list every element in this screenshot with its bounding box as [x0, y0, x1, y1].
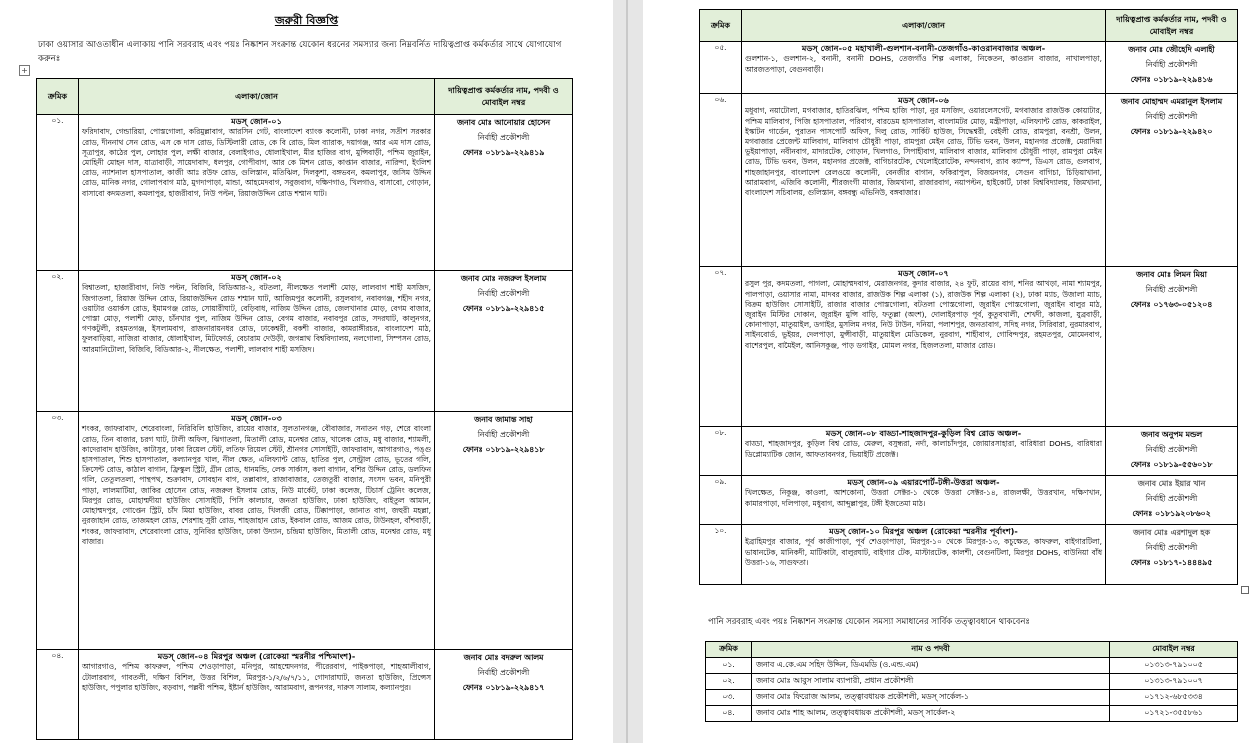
row-area-cell	[742, 267, 1106, 427]
supervisor-serial: ০৪.	[706, 706, 752, 722]
header-mobile: মোবাইল নম্বর	[1110, 642, 1238, 658]
table-move-handle-icon[interactable]: +	[19, 65, 30, 76]
contact-table-left	[36, 78, 573, 740]
supervisor-table	[705, 641, 1238, 722]
officer-phone: ফোনঃ ০১৮১৯-২২৯৪২০	[1130, 126, 1213, 136]
row-area-cell	[79, 650, 435, 740]
officer-designation: নির্বাহী প্রকৌশলী	[477, 132, 530, 142]
supervisor-mobile: ০১৭১২-৬৮৫৩৩৪	[1110, 690, 1238, 706]
officer-designation: নির্বাহী প্রকৌশলী	[1145, 111, 1198, 121]
zone-areas: গুলশান-১, গুলশান-২, বনানী, বনানী DOHS, তেজগাঁও শিল্প এলাকা, নিকেতন, কাওরান বাজার, নাখালপাড়া, আরজতপাড়া, বেগুনবাড়ী।	[745, 54, 1102, 74]
row-serial: ০৭.	[700, 267, 742, 427]
officer-designation: নির্বাহী প্রকৌশলী	[1145, 59, 1198, 69]
zone-areas: বাড্ডা, শাহজাদপুর, কুড়িল বিশ্ব রোড, মেরুল, বসুন্ধরা, নর্দা, কালাচাঁদপুর, জোয়ারসাহারা, বারিধারা DOHS, বারিধারা ডিপ্লোম্যাটিক জোন, আফতাবনগর, ভিয়াইটি প্রজেক্ট।	[745, 439, 1102, 459]
zone-areas: শংকর, জাফরাবাদ, শেরেবাংলা, নিরিবিলি হাউজিং, রায়ের বাজার, সুলতানগঞ্জ, বৌবাজার, সনাতন গড়, শেরে বাংলা রোড, তিন বাজার, চরগ ঘাট, টালী অফিস, ঝিগাতলা, মিতালী রোড, মনেশ্বর রোড, খালেক রোড, মধু বাজার, শ্যামলী, কাদেরাবাদ হাউজিং, কাটাসুর, ঢাকা রিয়েল স্টেট, লতিফ রিয়েল স্টেট, শ্রীনগর সোসাইটি, জাফরাবাদ, আগারগাও, পঙ্গু হাসপাতাল, শিশু হাসপাতাল, কল্যানপুর খাল, নীল ক্ষেত, এলিফ্যান্ট রোড, হাতির পুল, সেন্ট্রাল রোড, ভূতের গলি, ক্রিসেন্ট রোড, কাঠাল বাগান, ফ্রিস্কুল স্ট্রিট, গ্রীন রোড, ধানমন্ডি, লেক সার্কাস, কলা বাগান, বশির উদ্দিন রোড, ডলফিন গলি, তেতুলতলা, পান্থপথ, শুক্রাবাদ, সোবহান বাগ, তল্লাবাগ, রাজাবাজার, তেজতুরী বাজার, সংসদ ভবন, মনিপুরী পাড়া, লালমাটিয়া, জাকির হোসেন রোড, নজরুল ইসলাম রোড, নিউ মার্কেট, ঢাকা কলেজ, টিচার্স ট্রেনিং কলেজ, মিরপুর রোড, মোহাম্মদীয়া হাউজিং সোসাইটি, পিসি কালচার, জনতা হাউজিং, ঢাকা হাউজিং, বাইতুল আমান, মোহাম্মদপুর, গোপ্তেন স্ট্রিট, চাঁদ মিয়া হাউজিং, বাবর রোড, খিলজী রোড, টিক্কাপাড়া, জানাত বাগ, জহুরী মহল্লা, নুরজাহান রোড, তাজমহল রোড, শেরশাহ সুরী রোড, শাহজাহান রোড, ইকবাল রোড, আজম রোড, টাউনহল, বাঁশবাড়ী, শংকর, জাফরাবাদ, শেরেবাংলা রোড, সুনিবির হাউজিং, ঢাকা উদ্যান, চন্দ্রিমা হাউজিং, মিতালী রোড, মনেশ্বর রোড, মধু বাজার।	[82, 424, 431, 546]
header-serial: ক্রমিক	[37, 79, 79, 115]
supervision-note: পানি সরবরাহ এবং পয়ঃ নিষ্কাশন সংক্রান্ত যেকোন সমস্যা সমাধানের সার্বিক তত্ত্বাবধানে থাকবেনঃ	[708, 616, 1030, 626]
officer-designation: নির্বাহী প্রকৌশলী	[477, 429, 530, 439]
zone-heading: মডস্ জোন-০৪ মিরপুর অঞ্চল (রোকেয়া স্মরনীর পশ্চিমাংশ)-	[157, 651, 356, 661]
header-officer: দায়িত্বপ্রাপ্ত কর্মকর্তার নাম, পদবী ও মোবাইল নম্বর	[1106, 10, 1238, 42]
officer-name: জনাব জামান্ত সাহা	[474, 415, 533, 424]
officer-phone: ফোনঃ ০১৮১৯-২২৯৪১৫	[462, 303, 545, 313]
officer-phone: ফোনঃ ০১৮১৯-২২৯৪১৭	[462, 682, 545, 692]
table-row	[37, 650, 573, 740]
table-row	[700, 94, 1238, 267]
header-officer: দায়িত্বপ্রাপ্ত কর্মকর্তার নাম, পদবী ও মোবাইল নম্বর	[435, 79, 573, 115]
zone-heading: মডস্ জোন-০১	[231, 116, 282, 126]
row-area-cell	[742, 476, 1106, 525]
row-area-cell	[742, 94, 1106, 267]
supervisor-mobile: ০১৩১৩-৭৯১০০৫	[1110, 658, 1238, 674]
officer-name: জনাব মোঃ ইয়ার খান	[1137, 479, 1206, 488]
row-area-cell	[79, 115, 435, 271]
officer-designation: নির্বাহী প্রকৌশলী	[1145, 444, 1198, 454]
table-row	[37, 115, 573, 271]
officer-phone: ফোনঃ ০১৮১৭-১৪৪৪৯৫	[1130, 557, 1213, 567]
table-resize-handle-icon[interactable]	[1241, 586, 1249, 594]
supervisor-name: জনাব এ.কে.এম সহিদ উদ্দিন, ডিএমডি (ও.এন্ড.এম)	[752, 658, 1110, 674]
officer-cell	[1106, 42, 1238, 94]
officer-name: জনাব মোঃ আনোয়ার হোসেন	[456, 118, 551, 127]
officer-designation: নির্বাহী প্রকৌশলী	[477, 288, 530, 298]
officer-designation: নির্বাহী প্রকৌশলী	[1145, 284, 1198, 294]
table-header-row	[37, 79, 573, 115]
zone-heading: মডস্ জোন-০২	[231, 272, 282, 282]
officer-name: জনাব মোঃ জৌহেদি এলাহী	[1128, 45, 1215, 54]
table-row	[37, 271, 573, 412]
table-row	[706, 658, 1238, 674]
header-serial: ক্রমিক	[706, 642, 752, 658]
zone-heading: মডস্ জোন-০৭	[898, 268, 949, 278]
notice-intro: ঢাকা ওয়াসার আওতাধীন এলাকায় পানি সরবরাহ এবং পয়ঃ নিষ্কাশন সংক্রান্ত যেকোন ধরনের সমস্যার জন্য নিম্নবর্নিত দায়িত্বপ্রাপ্ত কর্মকর্তার সাথে যোগাযোগ করুনঃ	[38, 40, 562, 64]
supervisor-mobile: ০১৩১৩-৭৯১০০৭	[1110, 674, 1238, 690]
officer-phone: ফোনঃ ০১৭৬৩-০৫১২০৪	[1130, 299, 1213, 309]
officer-cell	[435, 271, 573, 412]
officer-phone: ফোনঃ ০১৮১৯-২২৯৪১৮	[462, 444, 545, 454]
table-row	[37, 412, 573, 650]
header-area: এলাকা/জোন	[742, 10, 1106, 42]
officer-name: জনাব মোঃ বদরুল আলম	[463, 653, 544, 662]
officer-designation: নির্বাহী প্রকৌশলী	[1145, 493, 1198, 503]
officer-cell	[1106, 476, 1238, 525]
row-area-cell	[742, 42, 1106, 94]
table-row	[706, 674, 1238, 690]
header-serial: ক্রমিক	[700, 10, 742, 42]
row-area-cell	[79, 412, 435, 650]
table-row	[700, 476, 1238, 525]
zone-heading: মডস্ জোন-০৬	[898, 95, 949, 105]
header-area: এলাকা/জোন	[79, 79, 435, 115]
row-serial: ০৪.	[37, 650, 79, 740]
zone-areas: রসুল পুর, কদমতলা, পাগলা, মোহাম্মদবাগ, মেরাজনগর, কুদার বাজার, ২৪ ফুট, রায়ের বাগ, শনির আখড়া, নামা শ্যামপুর, পালপাড়া, ওয়াসার নামা, মাদবর বাজার, রাজউক শিল্প এলাকা (১), রাজউক শিল্প এলাকা (২), ঢাকা ম্যাচ, উজালা ম্যাচ, বিক্রম হাউজিং সোসাইটি, রাজার বাজার পোস্তগোলা, বটতলা পোস্তগোলা, জুরাইন পোস্তগোলা, জুরাইন বালুর মাঠ, জুরাইন মিস্টির দোকান, জুরাইন মুন্সি বাড়ি, ফতুল্লা (অংশ), দোলাইরপাড় পূর্ব, কুতুবখালী, শেখদী, কাজলা, যুব্রবাড়ী, কোনাপাড়া, মাতুয়াইল, ডগাইর, মুসলিম নগর, নিউ টাউন, দনিয়া, পলাশপুর, জনতাবাগ, সদিহ নগর, সিরিবারা, নুরমারবাগ, সাইনবোর্ড, ভুইয়র, দেলপাড়া, মুন্সীবাড়ী, মাতুয়াইল মেডিকেল, নুরবাগ, শাহীবাগ, গোবিন্দপুর, রহমতপুর, মোমেনবাগ, বাশেরপুল, বামৈইল, আনিসকুঞ্জ, পাড় ডগাইর, মোমল নগর, হিজলতলা, মাজার রোড।	[745, 279, 1102, 350]
officer-name: জনাব মোঃ এরশাদুল হক	[1133, 528, 1210, 537]
row-area-cell	[742, 427, 1106, 476]
supervisor-name: জনাব মোঃ ফিরোজ আলম, তত্ত্বাবধায়ক প্রকৌশলী, মডস্ সার্কেল-১	[752, 690, 1110, 706]
zone-areas: ইব্রাহিমপুর বাজার, পূর্ব কাজীপাড়া, পূর্ব শেওড়াপাড়া, মিরপুর-১০ থেকে মিরপুর-১৩, কচুক্ষেত, কাফরুল, বাইগারটিলা, ভাষানটেক, মানিকদী, মাটিকাটা, বালুরঘাট, বাইগার টেক, মাস্টারটেক, কালশী, বেগুনটিলা, মিরপুর DOHS, বাউনিয়া বাঁধ উত্তরা-১৬, সাগুফতা।	[745, 537, 1102, 567]
officer-name: জনাব অনুপম মন্ডল	[1140, 430, 1203, 439]
supervisor-serial: ০১.	[706, 658, 752, 674]
table-header-row	[700, 10, 1238, 42]
contact-table-right	[699, 9, 1238, 585]
officer-phone: ফোনঃ ০১৮১৯-২২৯৪১৬	[1130, 74, 1213, 84]
zone-heading: মডস্ জোন-০৮ বাড্ডা-শাহজাদপুর-কুড়িল বিশ্ব রোড অঞ্চল-	[825, 428, 1022, 438]
officer-cell	[1106, 267, 1238, 427]
supervisor-name: জনাব মোঃ শাহ আলম, তত্ত্বাবধায়ক প্রকৌশলী, মডস্ সার্কেল-২	[752, 706, 1110, 722]
zone-areas: আগারগাও, পশ্চিম কাফরুল, পশ্চিম শেওড়াপাড়া, মনিপুর, আহম্মেদনগর, পীরেরবাগ, পাইকপাড়া, শাহআলীবাগ, টোলারবাগ, গাবতলী, দক্ষিণ বিশিল, উত্তর বিশিল, মিরপুর-১/২/৬/৭/১১, গোদারাঘাট, জনতা হাউজিং, প্রিন্সেস হাউজিং, পপুলার হাউজিং, বড়বাগ, পল্লবী পশ্চিম, ইষ্টার্ন হাউজিং, আরামবাগ, রূপনগর, দারুস সালাম, কল্যানপুর।	[82, 662, 431, 692]
supervisor-header-row	[706, 642, 1238, 658]
row-area-cell	[79, 271, 435, 412]
row-serial: ০৫.	[700, 42, 742, 94]
table-row	[700, 427, 1238, 476]
officer-name: জনাব মোঃ লিমন মিয়া	[1136, 270, 1207, 279]
officer-phone: ফোনঃ ০১৮১৯২০৮৬০২	[1132, 508, 1211, 518]
officer-cell	[435, 650, 573, 740]
row-area-cell	[742, 525, 1106, 585]
officer-phone: ফোনঃ ০১৮১৯-৫৫৬০১৮	[1130, 459, 1213, 469]
row-serial: ০১.	[37, 115, 79, 271]
supervisor-name: জনাব মোঃ আবুস সালাম ব্যাপারী, প্রধান প্রকৌশলী	[752, 674, 1110, 690]
table-row	[706, 706, 1238, 722]
zone-areas: খিলক্ষেত, নিকুঞ্জ, কাওলা, আশকোনা, উত্তরা সেক্টর-১ থেকে উত্তরা সেক্টর-১৪, রাজলক্ষী, উত্তরখান, দক্ষিণখান, কামারপাড়া, দলিপাড়া, মধুবাগ, আব্দুল্লাপুর, টঙ্গী ইজতেমা মাঠ।	[745, 488, 1102, 508]
officer-designation: নির্বাহী প্রকৌশলী	[477, 667, 530, 677]
row-serial: ০৯.	[700, 476, 742, 525]
zone-heading: মডস্ জোন-১০ মিরপুর অঞ্চল (রোকেয়া স্মরনীর পূর্বাংশ)-	[829, 526, 1018, 536]
supervisor-serial: ০৩.	[706, 690, 752, 706]
table-row	[706, 690, 1238, 706]
table-row	[700, 525, 1238, 585]
header-name: নাম ও পদবী	[752, 642, 1110, 658]
officer-phone: ফোনঃ ০১৮১৯-২২৯৪১৯	[462, 147, 545, 157]
officer-cell	[1106, 427, 1238, 476]
row-serial: ০২.	[37, 271, 79, 412]
zone-areas: ফরিদাবাদ, গেন্ডারিয়া, পোস্তগোলা, করিমুল্লাবাগ, আরসিন গেট, বাংলাদেশ ব্যাংক কলোনী, ঢাকা নগর, সতীশ সরকার রোড, দীননাথ সেন রোড, এস কে দাস রোড, ডিস্টিলারী রোড, কে বি রোড, মিল ব্যারাক, দয়াগঞ্জ, আর এম দাস রোড, সূত্রাপুর, কাঠের পুল, লোহার পুল, লক্ষী বাজার, বেলাইগাও, ধোলাইখাল, মীর হাজির বাগ, মুন্সিবাড়ী, পশ্চিম জুরাইন, মোহিনী মোহন দাস, যাত্রাবাড়ী, সায়েদাবাদ, ধলপুর, গোপীবাগ, আর কে মিশন রোড, কাপ্তান বাজার, নারিন্দা, ইংলিশ রোড, ন্যাশনাল হাসপাতাল, কাজী আঃ রউফ রোড, গুলিস্তান, মতিঝিল, দিলকুশা, বঙ্গভবন, কমলাপুর, জসিম উদ্দিন রোড, মানিক নগর, গোলাপবাগ মাঠ, মুগদাপাড়া, মান্ডা, আহমেদবাগ, সবুজবাগ, দক্ষিণগাও, খিলগাও, বাসাবো, গোড়ান, বাসাবো কদমতলা, কমলাপুর, হাজরীবাগ, নিউ পল্টন, রিয়াজউদ্দিন রোড শশ্মান ঘাট।	[82, 127, 431, 198]
page-separator	[626, 0, 628, 743]
row-serial: ১০.	[700, 525, 742, 585]
officer-name: জনাব মোহাম্মদ এমরানুল ইসলাম	[1120, 97, 1223, 106]
officer-designation: নির্বাহী প্রকৌশলী	[1145, 542, 1198, 552]
officer-cell	[1106, 94, 1238, 267]
officer-cell	[435, 115, 573, 271]
zone-heading: মডস্ জোন-০৩	[231, 413, 282, 423]
zone-heading: মডস্ জোন-০৯ এয়ারপোর্ট-টঙ্গী-উত্তরা অঞ্চল-	[847, 477, 1000, 487]
zone-areas: বিশ্বাতলা, হাজারীবাগ, নিউ পল্টন, বিজিবি, বিডিআর-২, বটতলা, নীলক্ষেত পলাশী মোড়, লালবাগ শাহী মসজিদ, জিগাতলা, রিয়াজ উদ্দিন রোড, রিয়াজউদ্দিন রোড শশ্মান ঘাট, আজিমপুর কলোনী, রসুলবাগ, নবাবগঞ্জ, শহীদ নগর, ওয়াটার ওয়ার্কস রোড, ইমামগঞ্জ রোড, সোয়ারীঘাট, বেড়িবাধ, নাজিম উদ্দিন রোড, জেলখানার মোড়, বেগম বাজার, পোস্তা মোড়, পলাশী মোড়, চাঁনখার পুল, নাজিম উদ্দিন রোড, বেগম বাজার, নবাবপুর রোড, সদরঘাট, কালুনগর, গণকটুলী, রহমতগঞ্জ, ইসলামবাগ, রাজনারায়নধর রোড, ঢাকেশ্বরী, বকশী বাজার, কামরাঙ্গীরচর, বাংলাদেশ মাঠ, ফুলবাড়িয়া, নাজিরা বাজার, ধোলাইখাল, মিটফোর্ড, বেচারাম দেউড়ী, জগন্নাথ বিশ্ববিদ্যালয়, নলগোলা, সিম্পসন রোড, আরমানিটোলা, বিজিবি, বিডিআর-২, নীলক্ষেত, পলাশী, লালবাগ শাহী মসজিদ।	[82, 283, 431, 354]
zone-heading: মডস্ জোন-০৫ মহাখালী-গুলশান-বনানী-তেজগাঁও-কাওরানবাজার অঞ্চল-	[801, 43, 1046, 53]
table-row	[700, 267, 1238, 427]
row-serial: ০৬.	[700, 94, 742, 267]
officer-cell	[1106, 525, 1238, 585]
supervisor-serial: ০২.	[706, 674, 752, 690]
notice-title: জরুরী বিজ্ঞপ্তি	[274, 14, 339, 27]
supervisor-mobile: ০১৭২১-৩৫৫৮৬১	[1110, 706, 1238, 722]
row-serial: ০৮.	[700, 427, 742, 476]
page-gap	[613, 0, 643, 743]
zone-areas: মধুবাগ, নয়াটোলা, মগবাজার, হাতিরঝিল, পশ্চিম হাজি পাড়া, নুর মসজিদ, ওয়ারলেসগেট, মগবাজার রাজউক কোয়াটার, পশ্চিম মালিবাগ, পিজি হাসপাতাল, পরিবাগ, বারডেম হাসপাতাল, বাংলামটর মোড়, মন্ত্রীপাড়া, এলিফ্যান্ট রোড, কাকরাইল, ইস্কাটন গার্ডেন, পুরাতন পাসপোর্ট অফিস, দিলু রোড, সার্কিট হাউজ, সিদ্ধেশ্বরী, বেইলী রোড, রামপুরা, বনশ্রী, উলন, মগবাজার প্রেজেন্ট মালিবাগ, মালিবাগ চৌধুরী পাড়া, রামপুরা মেইন রোড, টিভি ভবন, উলন, মহানগর প্রজেক্ট, মেরাদিয়া ভুইয়াপাড়া, নবীনবাগ, মাদারটেক, গোড়ান, খিলগাও, সিপাহীবাগ, মালিবাগ বাজার, মালিবাগ চৌধুরী পাড়া, রামপুরা মেইন রোড, টিভি ভবন, উলন, মহানগর প্রজেক্ট, বাগিচারটেক, খেলোইরোটেক, নন্দনবাগ, র‍্যাব ক্যাম্প, ডিএস রোড, গুলবাগ, শাহজাহানপুর, বাংলাদেশ রেলওয়ে কলোনী, বেনজীর বাগান, ফকিরাপুল, বিজয়নগর, সেগুন বাগিচা, চিড়িয়াখানা, আরামবাগ, এজিবি কলোনী, শীরজংগী মাজার, জিমখানা, রাজারবাগ, নয়াপল্টন, হাইকোর্ট, ঢাকা বিশ্ববিদ্যালয়, জিমখানা, বাংলাদেশ সচিবালয়, গুলিস্তান, বঙ্গবন্ধু এভিনিউ, বঙ্গবাজার।	[745, 106, 1102, 198]
row-serial: ০৩.	[37, 412, 79, 650]
officer-name: জনাব মোঃ নজরুল ইসলাম	[460, 274, 547, 283]
officer-cell	[435, 412, 573, 650]
table-row	[700, 42, 1238, 94]
